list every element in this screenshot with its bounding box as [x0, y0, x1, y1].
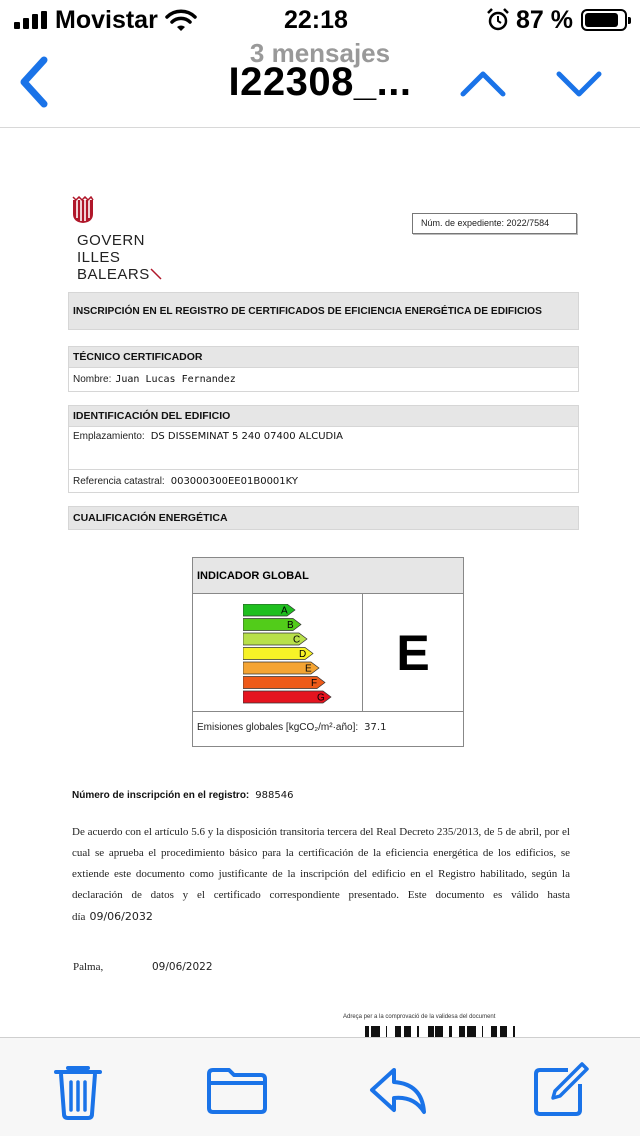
energy-class-label-b: B — [287, 620, 294, 631]
logo-slash-icon — [150, 268, 162, 280]
message-count: 3 mensajes — [249, 38, 391, 68]
folder-icon[interactable] — [205, 1058, 269, 1122]
logo-line-2: ILLES — [77, 249, 121, 266]
message-nav-bar — [0, 40, 640, 128]
valid-until-date: 09/06/2032 — [89, 910, 153, 923]
trash-icon[interactable] — [46, 1058, 110, 1122]
place-label: Palma, — [73, 961, 104, 973]
nombre-value: Juan Lucas Fernandez — [115, 374, 236, 385]
govern-illes-balears-logo — [72, 194, 162, 284]
indicador-heading: INDICADOR GLOBAL — [193, 558, 463, 594]
energy-scale — [243, 604, 343, 706]
energy-class-label-a: A — [281, 605, 288, 617]
referencia-value: 003000300EE01B0001KY — [170, 476, 298, 487]
legal-paragraph-text: De acuerdo con el artículo 5.6 y la disposición transitoria tercera del Real Decreto 235/2013, de 5 de abril, por el cual se aprueba el procedimiento básico para la certificación de la eficiencia energética de los edificios, se extiende este documento como justificante de la inscripción del edificio en el Registro habilitado, según la declaración de datos y el certificado correspondiente presentado. Este documento es válido hasta día — [72, 826, 570, 923]
emplazamiento-row — [68, 427, 579, 470]
energy-class-label-g: G — [317, 692, 325, 704]
tecnico-nombre-row — [68, 368, 579, 392]
energy-class-label-e: E — [305, 663, 312, 675]
pdf-document-view[interactable] — [0, 129, 640, 1037]
wifi-icon — [165, 8, 197, 32]
clock-time: 22:18 — [284, 6, 348, 34]
energy-rating-cell — [363, 594, 463, 712]
emisiones-row — [197, 722, 386, 733]
expediente-number: Núm. de expediente: 2022/7584 — [412, 213, 577, 234]
alarm-icon — [486, 8, 510, 32]
issue-date: 09/06/2022 — [152, 961, 213, 973]
emplazamiento-label: Emplazamiento: — [73, 431, 145, 442]
status-bar — [0, 0, 640, 40]
energy-class-label-d: D — [299, 649, 307, 660]
energy-scale-cell — [193, 594, 363, 712]
battery-icon — [581, 9, 627, 31]
logo-line-1: GOVERN — [77, 232, 146, 249]
referencia-label: Referencia catastral: — [73, 476, 165, 487]
coat-of-arms-icon — [72, 196, 94, 224]
chevron-up-icon[interactable] — [458, 64, 508, 104]
referencia-row — [68, 469, 579, 493]
indicador-global-box — [192, 557, 464, 747]
attachment-title: I22308_... — [228, 60, 412, 104]
cualificacion-heading: CUALIFICACIÓN ENERGÉTICA — [68, 506, 579, 530]
compose-icon[interactable] — [528, 1058, 592, 1122]
legal-paragraph — [72, 822, 570, 928]
emplazamiento-value: DS DISSEMINAT 5 240 07400 ALCUDIA — [150, 431, 344, 442]
verification-text: Adreça per a la comprovació de la validesa del document — [343, 1014, 496, 1020]
reply-icon[interactable] — [366, 1058, 430, 1122]
energy-rating-letter: E — [396, 625, 430, 681]
signal-icon — [14, 11, 50, 29]
carrier-name: Movistar — [55, 6, 158, 34]
battery-level-fill — [585, 13, 618, 27]
main-title-band: INSCRIPCIÓN EN EL REGISTRO DE CERTIFICADOS DE EFICIENCIA ENERGÉTICA DE EDIFICIOS — [68, 292, 579, 330]
edificio-heading: IDENTIFICACIÓN DEL EDIFICIO — [68, 405, 579, 427]
logo-line-3: BALEARS — [77, 266, 150, 283]
nombre-label: Nombre: — [73, 374, 112, 385]
registro-row — [72, 790, 293, 801]
energy-class-label-f: F — [311, 678, 318, 689]
energy-class-label-c: C — [293, 634, 301, 646]
bottom-toolbar — [0, 1037, 640, 1136]
tecnico-heading: TÉCNICO CERTIFICADOR — [68, 346, 579, 368]
battery-percent: 87 % — [516, 6, 573, 34]
registro-label: Número de inscripción en el registro: — [72, 790, 250, 801]
emisiones-value: 37.1 — [364, 722, 387, 733]
verification-barcode-icon — [365, 1026, 515, 1037]
emisiones-label: Emisiones globales [kgCO₂/m²·año]: — [197, 722, 359, 733]
registro-value: 988546 — [255, 790, 294, 801]
chevron-down-icon[interactable] — [554, 64, 604, 104]
